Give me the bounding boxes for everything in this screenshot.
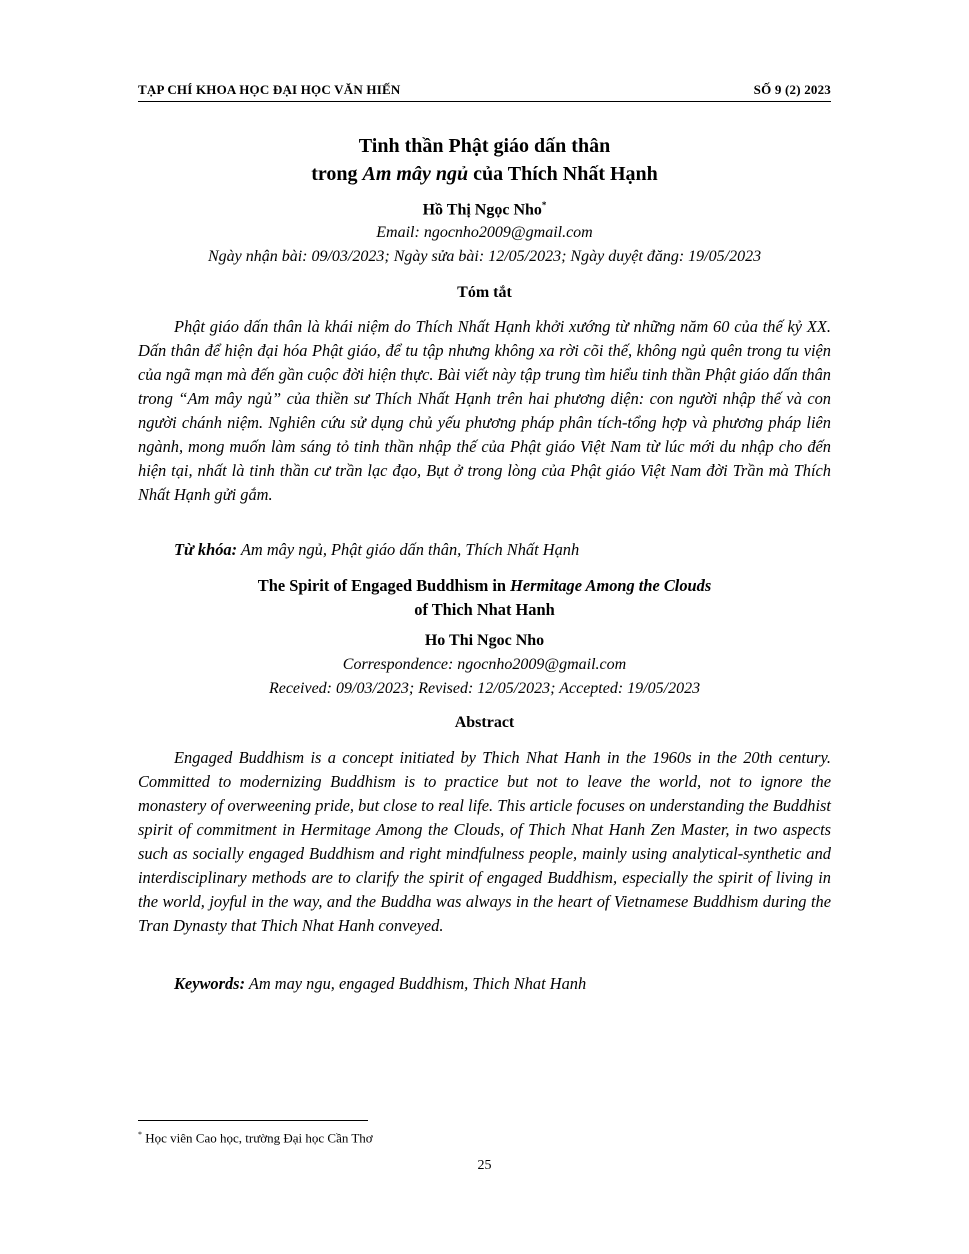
vi-title: [138, 132, 831, 188]
en-dates: Received: 09/03/2023; Revised: 12/05/2023; Accepted: 19/05/2023: [268, 680, 701, 697]
vi-title-line1: Tinh thần Phật giáo dấn thân: [358, 135, 611, 157]
vi-dates: Ngày nhận bài: 09/03/2023; Ngày sửa bài: 12/05/2023; Ngày duyệt đăng: 19/05/2023: [207, 248, 762, 265]
en-title-line1-pre: The Spirit of Engaged Buddhism in: [257, 576, 511, 595]
en-correspondence: Correspondence: ngocnho2009@gmail.com: [342, 656, 627, 673]
vi-title-line2: [138, 160, 831, 188]
vi-keywords-label: Từ khóa:: [174, 540, 238, 559]
vi-title-line2-pre: trong: [311, 163, 363, 185]
en-keywords-text: Am may ngu, engaged Buddhism, Thich Nhat Hanh: [245, 974, 587, 993]
footnote: [138, 1130, 373, 1146]
vi-title-line2-post: của Thích Nhất Hạnh: [468, 163, 658, 185]
en-keywords: [174, 974, 586, 994]
en-title-work: Hermitage Among the Clouds: [510, 576, 712, 595]
page-number: 25: [477, 1158, 492, 1173]
journal-name: TẠP CHÍ KHOA HỌC ĐẠI HỌC VĂN HIẾN: [138, 82, 401, 97]
en-keywords-label: Keywords:: [174, 974, 246, 993]
footnote-divider: [138, 1120, 368, 1121]
vi-author-name: Hồ Thị Ngọc Nho: [422, 201, 542, 219]
en-author: Ho Thi Ngoc Nho: [424, 632, 545, 649]
header-divider: [138, 101, 831, 102]
vi-keywords-text: Am mây ngủ, Phật giáo dấn thân, Thích Nhất Hạnh: [237, 540, 580, 559]
vi-email: Email: ngocnho2009@gmail.com: [376, 224, 593, 241]
footnote-mark: *: [138, 1130, 142, 1139]
vi-author: [138, 200, 831, 219]
issue-number: SỐ 9 (2) 2023: [753, 82, 831, 97]
vi-title-work: Am mây ngủ: [362, 163, 469, 185]
vi-abstract: Phật giáo dấn thân là khái niệm do Thích Nhất Hạnh khởi xướng từ những năm 60 của thế kỷ XX. Dấn thân để hiện đại hóa Phật giáo, để tu tập nhưng không xa rời cõi thế, không ngủ quên trong tu viện của ngã mạn mà đến gần cuộc đời hiện thực. Bài viết này tập trung tìm hiểu tinh thần Phật giáo dấn thân trong “Am mây ngủ” của thiền sư Thích Nhất Hạnh trên hai phương diện: con người nhập thế và con người chánh niệm. Nghiên cứu sử dụng chủ yếu phương pháp phân tích-tổng hợp và phương pháp liên ngành, mong muốn làm sáng tỏ tinh thần nhập thế của Phật giáo Việt Nam từ lúc mới du nhập cho đến hiện tại, nhất là tinh thần cư trần lạc đạo, Bụt ở trong lòng của Phật giáo Việt Nam đời Trần mà Thích Nhất Hạnh gửi gắm.: [138, 317, 831, 504]
en-title-line1: [138, 574, 831, 598]
en-title: [138, 574, 831, 622]
vi-keywords: [174, 540, 579, 560]
en-title-line2: of Thich Nhat Hanh: [414, 600, 555, 619]
en-abstract-heading: Abstract: [454, 714, 515, 731]
vi-abstract-heading: Tóm tắt: [457, 284, 512, 301]
en-abstract: Engaged Buddhism is a concept initiated by Thich Nhat Hanh in the 1960s in the 20th century. Committed to modernizing Buddhism is to practice but not to leave the world, not to ignore the monastery of overweening pride, but close to real life. This article focuses on understanding the Buddhist spirit of commitment in Hermitage Among the Clouds, of Thich Nhat Hanh Zen Master, in two aspects such as socially engaged Buddhism and right mindfulness people, mainly using analytical-synthetic and interdisciplinary methods are to clarify the spirit of engaged Buddhism, especially the spirit of living in the world, joyful in the way, and the Buddha was always in the heart of Vietnamese Buddhism during the Tran Dynasty that Thich Nhat Hanh conveyed.: [138, 748, 831, 935]
vi-author-footnote-mark: *: [541, 200, 547, 210]
footnote-text: Học viên Cao học, trường Đại học Cần Thơ: [142, 1130, 373, 1146]
